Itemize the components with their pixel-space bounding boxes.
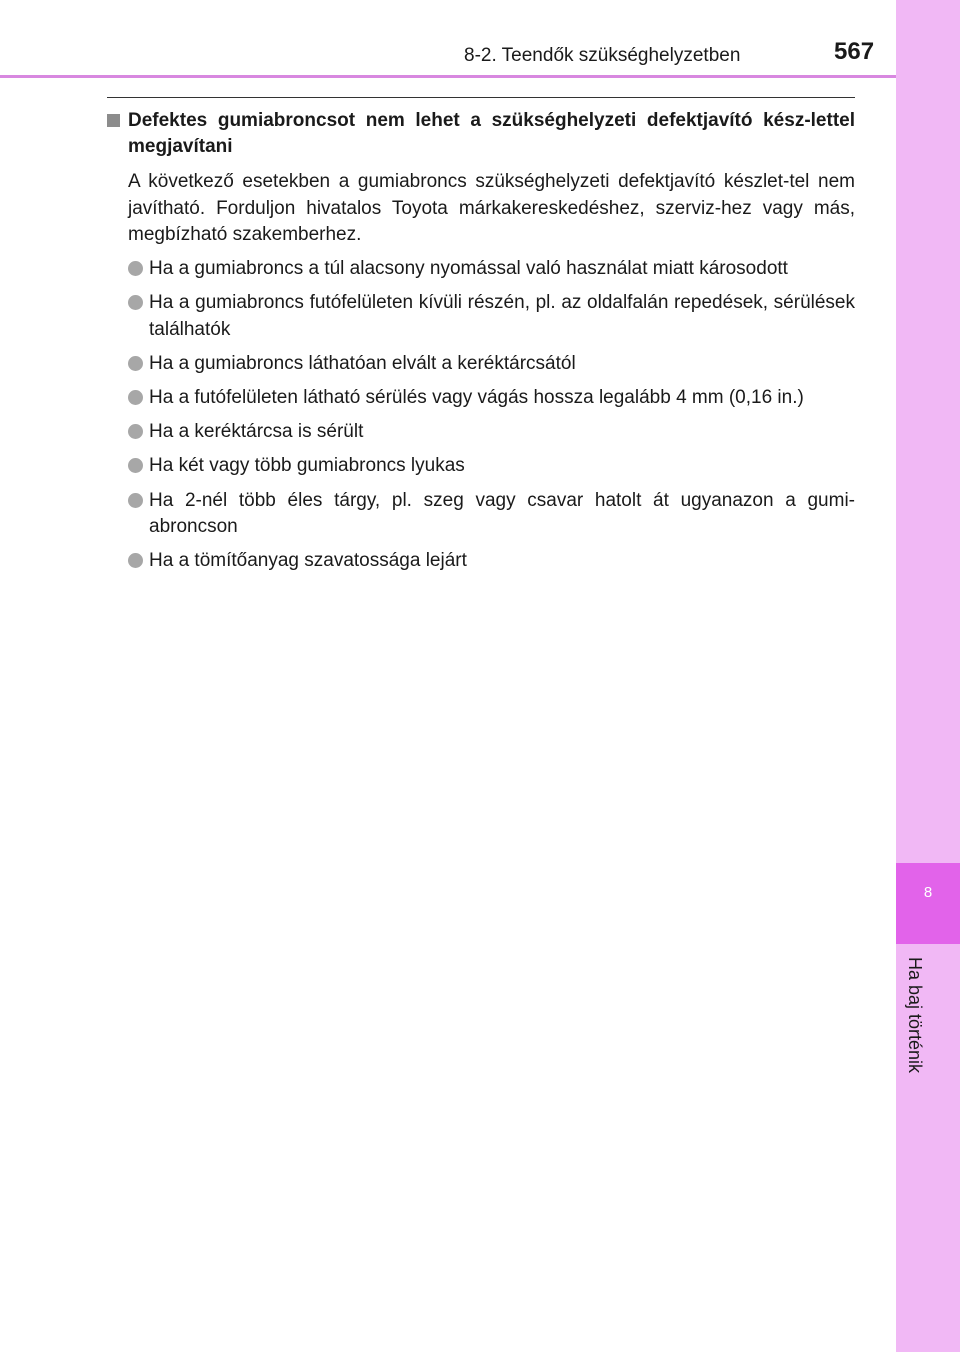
list-item-text: Ha a gumiabroncs futófelületen kívüli részén, pl. az oldalfalán repedések, sérülések találhatók	[149, 292, 855, 340]
section-content	[107, 97, 855, 574]
side-tab	[896, 0, 960, 1352]
list-item	[107, 385, 855, 411]
list-item-text: Ha a tömítőanyag szavatossága lejárt	[149, 550, 467, 572]
list-item-text: Ha 2-nél több éles tárgy, pl. szeg vagy csavar hatolt át ugyanazon a gumi-abroncson	[149, 489, 855, 537]
list-item-text: Ha két vagy több gumiabroncs lyukas	[149, 455, 465, 477]
chapter-title: Ha baj történik	[905, 957, 925, 1074]
list-item	[107, 290, 855, 342]
section-heading-text: Defektes gumiabroncsot nem lehet a szükséghelyzeti defektjavító kész-lettel megjavítani	[128, 110, 855, 158]
circle-bullet-icon	[128, 356, 143, 371]
condition-list	[107, 256, 855, 574]
page-number: 567	[834, 38, 875, 65]
header-section-title: 8-2. Teendők szükséghelyzetben	[464, 45, 741, 66]
chapter-number: 8	[923, 884, 933, 901]
intro-paragraph: A következő esetekben a gumiabroncs szükséghelyzeti defektjavító készlet-tel nem javítható. Forduljon hivatalos Toyota márkakereskedéshez, szerviz-hez vagy más, megbízható szakemberhez.	[128, 171, 855, 245]
section-heading	[107, 108, 855, 160]
circle-bullet-icon	[128, 424, 143, 439]
circle-bullet-icon	[128, 295, 143, 310]
square-bullet-icon	[107, 114, 120, 127]
list-item-text: Ha a futófelületen látható sérülés vagy vágás hossza legalább 4 mm (0,16 in.)	[149, 386, 804, 408]
circle-bullet-icon	[128, 553, 143, 568]
circle-bullet-icon	[128, 493, 143, 508]
circle-bullet-icon	[128, 390, 143, 405]
list-item-text: Ha a gumiabroncs láthatóan elvált a keréktárcsától	[149, 352, 576, 374]
list-item	[107, 256, 855, 282]
header-line	[0, 75, 896, 78]
chapter-block	[896, 863, 960, 944]
list-item	[107, 488, 855, 540]
list-item	[107, 548, 855, 574]
circle-bullet-icon	[128, 458, 143, 473]
list-item-text: Ha a gumiabroncs a túl alacsony nyomással való használat miatt károsodott	[149, 258, 788, 280]
list-item	[107, 453, 855, 479]
list-item	[107, 351, 855, 377]
list-item	[107, 419, 855, 445]
circle-bullet-icon	[128, 261, 143, 276]
list-item-text: Ha a keréktárcsa is sérült	[149, 421, 364, 443]
